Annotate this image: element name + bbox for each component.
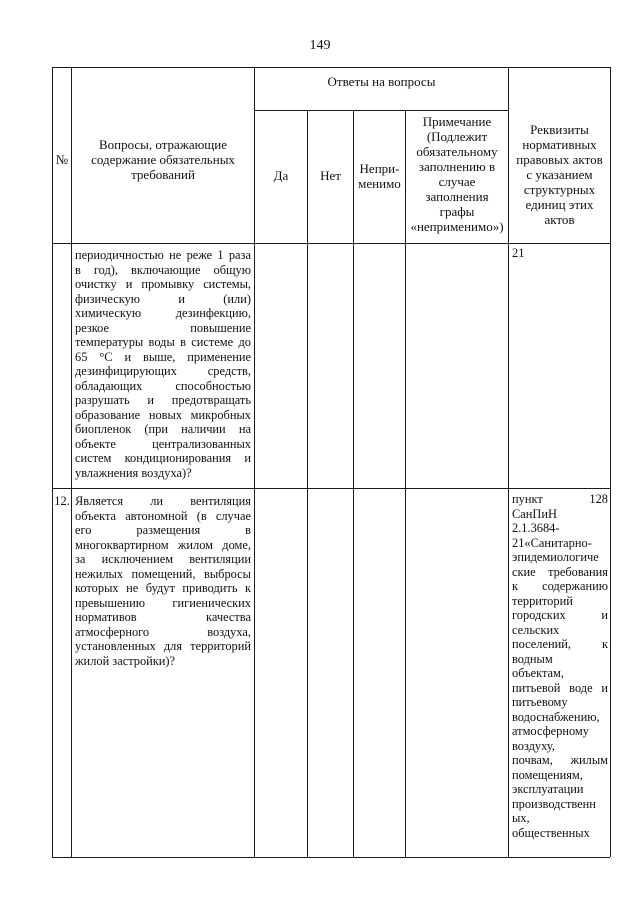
text-line: городских и [512,608,608,622]
text-line: атмосферного воздуха, [75,624,251,639]
row-1-question [75,248,251,480]
text-line: общественных [512,825,590,840]
text-line: питьевой воде и [512,680,608,695]
text-line: дезинфицирующих средств, [75,364,251,378]
row-1-requisites [512,246,608,261]
text-line: территорий [512,593,573,608]
text-line: Является ли вентиляция [75,494,251,508]
text-line: обладающих способностью [75,378,251,393]
header-questions: Вопросы, отражающие содержание обязательных требований [91,137,235,182]
header-not-applicable: Непри- менимо [358,161,401,191]
text-line: эпидемиологиче [512,550,599,564]
text-line: физическую и (или) [75,291,251,306]
text-line: пункт 128 [512,492,608,506]
text-line: поселений, к [512,637,608,651]
row-2-requisites [512,492,608,840]
text-line: ых, [512,811,530,825]
text-line: воздуху, [512,738,555,753]
text-line: в год), включающие общую [75,262,251,277]
text-line: его размещения в [75,523,251,537]
header-number: № [55,152,69,167]
text-line: питьевому [512,695,568,709]
text-line: превышению гигиенических [75,595,251,610]
text-line: к содержанию [512,579,608,593]
text-line: почвам, жилым [512,753,608,767]
text-line: увлажнения воздуха)? [75,465,192,480]
text-line: нежилых помещений, выбросы [75,566,251,581]
header-note: Примечание (Подлежит обязательному заполнению в случае заполнения графы «неприменимо») [410,114,504,234]
page-number: 149 [309,38,331,53]
text-line: очистку и промывку системы, [75,277,251,291]
text-line: сельских [512,622,560,637]
text-line: ские требования [512,564,608,579]
text-line: помещениям, [512,767,583,782]
text-line: температуры воды в системе до [75,335,251,349]
header-answers-group: Ответы на вопросы [327,74,436,89]
text-line: резкое повышение [75,320,251,335]
text-line: объекта автономной (в случае [75,508,251,523]
text-line: нормативов качества [75,610,251,624]
text-line: за исключением вентиляции [75,552,251,566]
text-line: 21 [512,246,525,260]
text-line: периодичностью не реже 1 раза [75,248,251,262]
text-line: разрушать и предотвращать [75,393,251,407]
text-line: которых не будут приводить к [75,581,251,595]
header-no: Нет [320,168,341,183]
header-yes: Да [273,168,289,183]
header-requisites: Реквизиты нормативных правовых актов с указанием структурных единиц этих актов [516,122,603,227]
text-line: жилой застройки)? [75,653,176,668]
text-line: объекте централизованных [75,436,251,451]
text-line: химическую дезинфекцию, [75,306,251,320]
text-line: водоснабжению, [512,709,600,724]
row-2-question [75,494,251,668]
text-line: образование новых микробных [75,407,251,422]
row-2-number: 12. [54,494,70,508]
text-line: многоквартирном жилом доме, [75,537,251,552]
text-line: производственн [512,796,596,811]
text-line: атмосферному [512,724,589,738]
text-line: 21«Санитарно- [512,535,592,550]
text-line: систем кондиционирования и [75,451,251,465]
text-line: 65 °С и выше, применение [75,349,251,364]
text-line: объектам, [512,666,564,680]
text-line: биопленок (при наличии на [75,422,251,436]
text-line: 2.1.3684- [512,521,560,535]
text-line: эксплуатации [512,782,584,796]
text-line: установленных для территорий [75,639,251,653]
text-line: СанПиН [512,506,557,521]
text-line: водным [512,651,553,666]
